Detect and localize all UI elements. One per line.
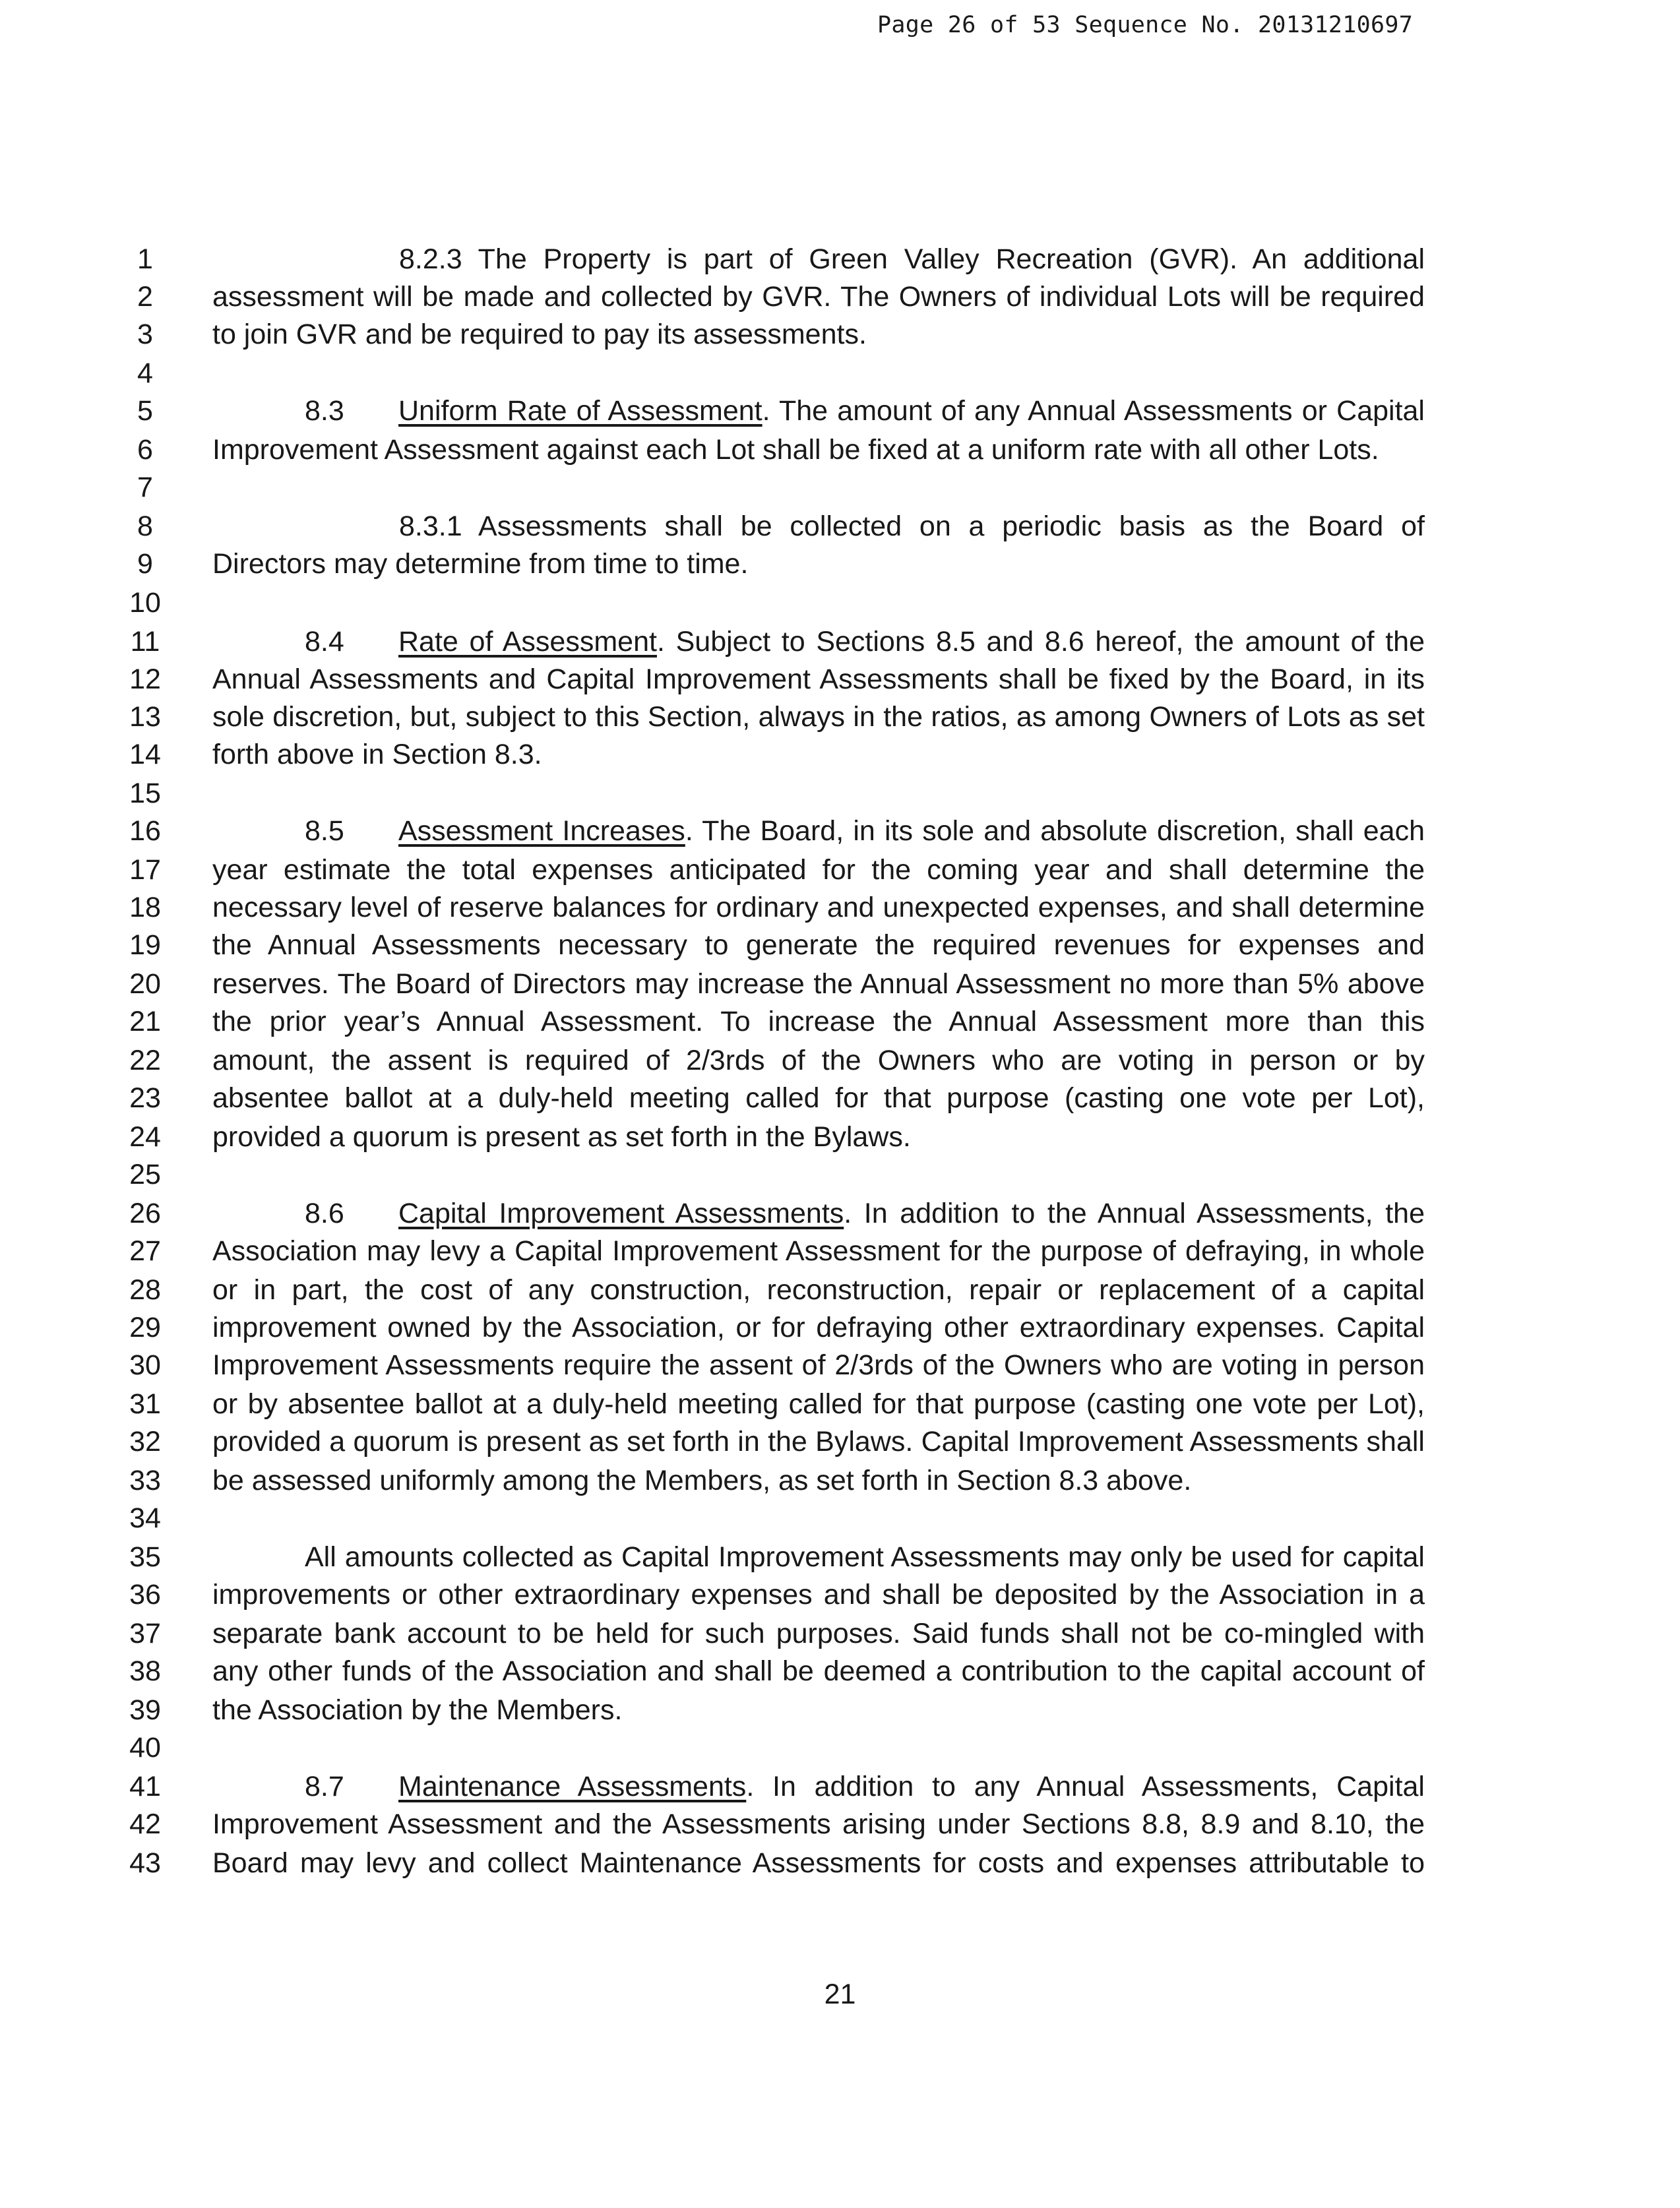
- section-title: Maintenance Assessments: [398, 1771, 747, 1802]
- line-number: 35: [129, 1541, 161, 1573]
- line-number: 24: [129, 1121, 161, 1153]
- section-number: 8.4: [305, 626, 344, 658]
- section-title: Uniform Rate of Assessment: [398, 395, 762, 427]
- section-text: . Subject to Sections 8.5 and 8.6 hereof, the amount of the: [656, 626, 1425, 658]
- section-heading-line: [305, 1773, 1425, 1801]
- text-line: provided a quorum is present as set forth in the Bylaws. Capital Improvement Assessments shall: [212, 1426, 1425, 1457]
- section-title: Assessment Increases: [398, 815, 685, 847]
- text-line: the prior year’s Annual Assessment. To increase the Annual Assessment more than this: [212, 1006, 1425, 1037]
- line-number: 2: [137, 281, 153, 313]
- section-number: 8.7: [305, 1771, 344, 1802]
- line-number: 25: [129, 1159, 161, 1190]
- section-title: Rate of Assessment: [398, 626, 657, 658]
- line-number: 23: [129, 1082, 161, 1114]
- line-number: 5: [137, 395, 153, 427]
- text-line: Improvement Assessment against each Lot shall be fixed at a uniform rate with all other Lots.: [212, 434, 1379, 466]
- line-number: 15: [129, 778, 161, 809]
- line-number: 6: [137, 434, 153, 466]
- section-heading-line: [305, 628, 1425, 656]
- text-line: 8.2.3 The Property is part of Green Valley Recreation (GVR). An additional: [399, 243, 1425, 275]
- section-text: . The Board, in its sole and absolute discretion, shall each: [685, 815, 1425, 847]
- text-line: any other funds of the Association and shall be deemed a contribution to the capital account of: [212, 1655, 1425, 1687]
- line-number: 18: [129, 892, 161, 923]
- line-number: 42: [129, 1808, 161, 1840]
- text-line: Directors may determine from time to time.: [212, 548, 749, 580]
- line-number: 16: [129, 815, 161, 847]
- line-number: 21: [129, 1006, 161, 1037]
- section-text: . The amount of any Annual Assessments or Capital: [762, 395, 1425, 427]
- line-number: 38: [129, 1655, 161, 1687]
- text-line: Improvement Assessments require the assent of 2/3rds of the Owners who are voting in person: [212, 1349, 1425, 1381]
- text-line: Association may levy a Capital Improvement Assessment for the purpose of defraying, in whole: [212, 1235, 1425, 1267]
- text-line: Board may levy and collect Maintenance Assessments for costs and expenses attributable to: [212, 1847, 1425, 1879]
- text-line: separate bank account to be held for such purposes. Said funds shall not be co-mingled with: [212, 1618, 1425, 1649]
- text-line: forth above in Section 8.3.: [212, 739, 542, 770]
- line-number: 29: [129, 1312, 161, 1343]
- section-text: . In addition to the Annual Assessments, the: [844, 1198, 1425, 1229]
- text-line: or in part, the cost of any construction, reconstruction, repair or replacement of a capital: [212, 1274, 1425, 1306]
- text-line: absentee ballot at a duly-held meeting called for that purpose (casting one vote per Lot),: [212, 1082, 1425, 1114]
- text-line: the Annual Assessments necessary to generate the required revenues for expenses and: [212, 929, 1425, 961]
- text-line: or by absentee ballot at a duly-held meeting called for that purpose (casting one vote per Lot),: [212, 1388, 1425, 1420]
- line-number: 14: [129, 739, 161, 770]
- text-line: necessary level of reserve balances for ordinary and unexpected expenses, and shall determine: [212, 892, 1425, 923]
- text-line: reserves. The Board of Directors may increase the Annual Assessment no more than 5% above: [212, 968, 1425, 1000]
- text-line: amount, the assent is required of 2/3rds of the Owners who are voting in person or by: [212, 1045, 1425, 1076]
- text-line: improvements or other extraordinary expenses and shall be deposited by the Association in a: [212, 1579, 1425, 1610]
- line-number: 1: [137, 243, 153, 275]
- line-number: 32: [129, 1426, 161, 1457]
- line-number: 31: [129, 1388, 161, 1420]
- line-number: 40: [129, 1732, 161, 1763]
- line-number: 26: [129, 1198, 161, 1229]
- text-line: All amounts collected as Capital Improvement Assessments may only be used for capital: [305, 1541, 1425, 1573]
- line-number: 33: [129, 1465, 161, 1496]
- line-number: 10: [129, 587, 161, 619]
- section-heading-line: [305, 1200, 1425, 1228]
- line-number: 19: [129, 929, 161, 961]
- text-line: improvement owned by the Association, or for defraying other extraordinary expenses. Capital: [212, 1312, 1425, 1343]
- line-number: 3: [137, 319, 153, 350]
- section-heading-line: [305, 397, 1425, 425]
- line-number: 41: [129, 1771, 161, 1802]
- text-line: provided a quorum is present as set forth in the Bylaws.: [212, 1121, 911, 1153]
- section-number: 8.5: [305, 815, 344, 847]
- line-number: 7: [137, 472, 153, 503]
- line-number: 37: [129, 1618, 161, 1649]
- text-line: be assessed uniformly among the Members, as set forth in Section 8.3 above.: [212, 1465, 1192, 1496]
- text-line: the Association by the Members.: [212, 1694, 623, 1726]
- text-line: Improvement Assessment and the Assessments arising under Sections 8.8, 8.9 and 8.10, the: [212, 1808, 1425, 1840]
- line-number: 4: [137, 357, 153, 389]
- line-number: 20: [129, 968, 161, 1000]
- section-heading-line: [305, 817, 1425, 845]
- page-number: 21: [824, 1978, 856, 2010]
- section-number: 8.6: [305, 1198, 344, 1229]
- text-line: to join GVR and be required to pay its assessments.: [212, 319, 867, 350]
- line-number: 27: [129, 1235, 161, 1267]
- line-number: 34: [129, 1502, 161, 1534]
- text-line: Annual Assessments and Capital Improvement Assessments shall be fixed by the Board, in its: [212, 663, 1425, 695]
- page-header: Page 26 of 53 Sequence No. 20131210697: [877, 12, 1414, 38]
- line-number: 39: [129, 1694, 161, 1726]
- line-number: 28: [129, 1274, 161, 1306]
- section-number: 8.3: [305, 395, 344, 427]
- line-number: 30: [129, 1349, 161, 1381]
- text-line: sole discretion, but, subject to this Section, always in the ratios, as among Owners of Lots as set: [212, 701, 1425, 733]
- section-text: . In addition to any Annual Assessments, Capital: [746, 1771, 1425, 1802]
- text-line: assessment will be made and collected by GVR. The Owners of individual Lots will be required: [212, 281, 1425, 313]
- line-number: 43: [129, 1847, 161, 1879]
- line-number: 17: [129, 854, 161, 886]
- text-line: year estimate the total expenses anticipated for the coming year and shall determine the: [212, 854, 1425, 886]
- line-number: 12: [129, 663, 161, 695]
- line-number: 36: [129, 1579, 161, 1610]
- line-number: 13: [129, 701, 161, 733]
- line-number: 8: [137, 510, 153, 542]
- line-number: 22: [129, 1045, 161, 1076]
- section-title: Capital Improvement Assessments: [398, 1198, 844, 1229]
- line-number: 11: [130, 626, 160, 658]
- line-number: 9: [137, 548, 153, 580]
- text-line: 8.3.1 Assessments shall be collected on a periodic basis as the Board of: [399, 510, 1425, 542]
